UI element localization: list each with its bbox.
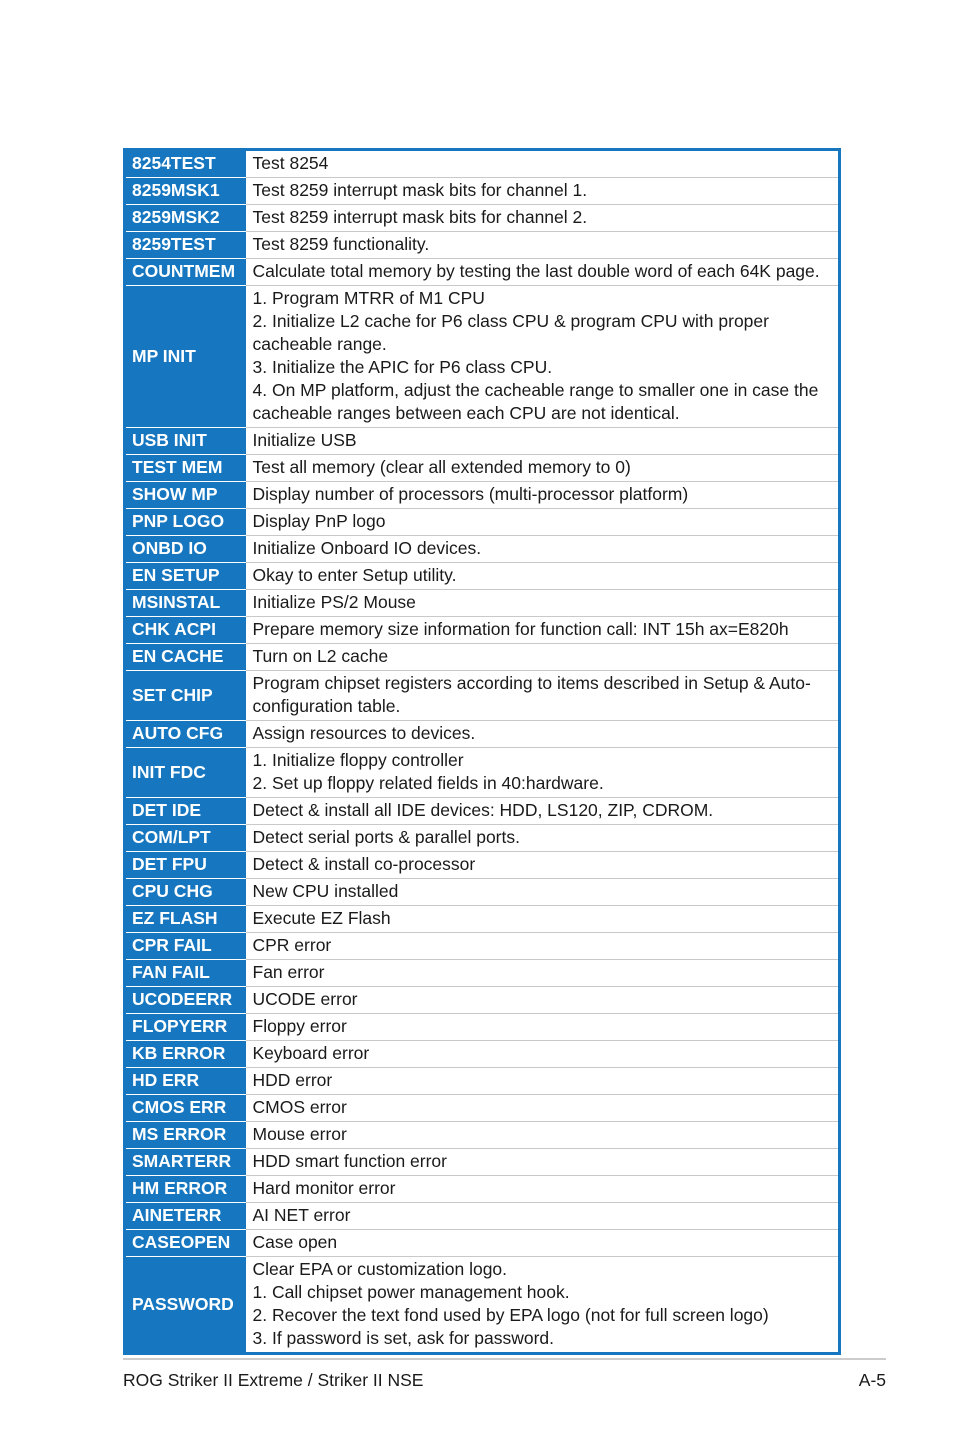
description-line: 3. Initialize the APIC for P6 class CPU. — [252, 357, 553, 377]
description-line: cacheable ranges between each CPU are not identical. — [252, 403, 680, 423]
post-code-cell: 8259MSK1 — [125, 178, 246, 205]
table-row — [125, 987, 840, 1014]
description-cell — [246, 1230, 840, 1257]
table-row — [125, 590, 840, 617]
table-row — [125, 721, 840, 748]
table-row — [125, 933, 840, 960]
description-line: Display PnP logo — [252, 511, 386, 531]
footer-divider — [123, 1358, 886, 1360]
footer-title: ROG Striker II Extreme / Striker II NSE — [123, 1370, 424, 1390]
post-code-cell: SMARTERR — [125, 1149, 246, 1176]
post-code-table — [123, 148, 841, 1355]
table-row — [125, 1014, 840, 1041]
description-cell — [246, 879, 840, 906]
footer-page-number: A-5 — [858, 1370, 886, 1390]
description-line: Execute EZ Flash — [252, 908, 391, 928]
table-row — [125, 428, 840, 455]
table-row — [125, 906, 840, 933]
description-line: Case open — [252, 1232, 338, 1252]
description-cell — [246, 178, 840, 205]
description-cell — [246, 259, 840, 286]
description-line: Floppy error — [252, 1016, 347, 1036]
description-cell — [246, 933, 840, 960]
description-line: Assign resources to devices. — [252, 723, 476, 743]
description-line: Okay to enter Setup utility. — [252, 565, 457, 585]
post-code-cell: FLOPYERR — [125, 1014, 246, 1041]
description-line: Mouse error — [252, 1124, 347, 1144]
description-cell — [246, 1149, 840, 1176]
table-row — [125, 286, 840, 428]
post-code-cell: SET CHIP — [125, 671, 246, 721]
post-code-cell: FAN FAIL — [125, 960, 246, 987]
table-row — [125, 178, 840, 205]
description-line: HDD smart function error — [252, 1151, 447, 1171]
post-code-cell: HM ERROR — [125, 1176, 246, 1203]
description-cell — [246, 960, 840, 987]
table-row — [125, 644, 840, 671]
description-line: Detect & install co-processor — [252, 854, 476, 874]
description-line: Calculate total memory by testing the last double word of each 64K page. — [252, 261, 820, 281]
post-code-cell: DET IDE — [125, 798, 246, 825]
post-code-cell: MSINSTAL — [125, 590, 246, 617]
table-row — [125, 455, 840, 482]
table-row — [125, 1041, 840, 1068]
description-line: 1. Call chipset power management hook. — [252, 1282, 570, 1302]
table-row — [125, 852, 840, 879]
description-line: Prepare memory size information for function call: INT 15h ax=E820h — [252, 619, 789, 639]
description-line: CPR error — [252, 935, 332, 955]
post-code-cell: 8259TEST — [125, 232, 246, 259]
table-row — [125, 150, 840, 178]
description-line: Test 8259 functionality. — [252, 234, 430, 254]
description-cell — [246, 1095, 840, 1122]
table-row — [125, 748, 840, 798]
description-cell — [246, 1041, 840, 1068]
table-row — [125, 825, 840, 852]
table-row — [125, 205, 840, 232]
post-code-cell: PNP LOGO — [125, 509, 246, 536]
description-cell — [246, 205, 840, 232]
description-cell — [246, 1203, 840, 1230]
table-row — [125, 1203, 840, 1230]
table-row — [125, 232, 840, 259]
table-row — [125, 960, 840, 987]
description-cell — [246, 852, 840, 879]
table-row — [125, 1176, 840, 1203]
post-code-cell: CASEOPEN — [125, 1230, 246, 1257]
description-cell — [246, 286, 840, 428]
description-line: 2. Initialize L2 cache for P6 class CPU & program CPU with proper — [252, 311, 769, 331]
description-cell — [246, 644, 840, 671]
post-code-cell: AUTO CFG — [125, 721, 246, 748]
post-code-cell: MP INIT — [125, 286, 246, 428]
table-row — [125, 617, 840, 644]
post-code-cell: COM/LPT — [125, 825, 246, 852]
description-cell — [246, 617, 840, 644]
description-cell — [246, 671, 840, 721]
post-code-cell: HD ERR — [125, 1068, 246, 1095]
post-code-cell: CMOS ERR — [125, 1095, 246, 1122]
description-line: 2. Recover the text fond used by EPA logo (not for full screen logo) — [252, 1305, 769, 1325]
description-cell — [246, 1176, 840, 1203]
description-line: AI NET error — [252, 1205, 351, 1225]
description-line: Fan error — [252, 962, 325, 982]
table-row — [125, 563, 840, 590]
table-row — [125, 509, 840, 536]
description-line: Test 8259 interrupt mask bits for channel 2. — [252, 207, 588, 227]
description-cell — [246, 748, 840, 798]
description-line: HDD error — [252, 1070, 333, 1090]
post-code-cell: SHOW MP — [125, 482, 246, 509]
description-line: 2. Set up floppy related fields in 40:hardware. — [252, 773, 604, 793]
post-code-cell: AINETERR — [125, 1203, 246, 1230]
description-line: Display number of processors (multi-processor platform) — [252, 484, 689, 504]
description-cell — [246, 987, 840, 1014]
table-row — [125, 879, 840, 906]
description-cell — [246, 1122, 840, 1149]
description-line: Initialize USB — [252, 430, 357, 450]
post-code-cell: EN SETUP — [125, 563, 246, 590]
post-code-cell: COUNTMEM — [125, 259, 246, 286]
description-line: Detect serial ports & parallel ports. — [252, 827, 520, 847]
description-line: 1. Initialize floppy controller — [252, 750, 464, 770]
description-line: Clear EPA or customization logo. — [252, 1259, 508, 1279]
description-cell — [246, 455, 840, 482]
description-cell — [246, 721, 840, 748]
description-line: Turn on L2 cache — [252, 646, 389, 666]
post-code-cell: KB ERROR — [125, 1041, 246, 1068]
description-line: UCODE error — [252, 989, 358, 1009]
description-cell — [246, 1068, 840, 1095]
table-row — [125, 259, 840, 286]
description-cell — [246, 536, 840, 563]
post-code-cell: CHK ACPI — [125, 617, 246, 644]
description-cell — [246, 825, 840, 852]
description-cell — [246, 906, 840, 933]
post-code-cell: CPR FAIL — [125, 933, 246, 960]
post-code-cell: EZ FLASH — [125, 906, 246, 933]
description-cell — [246, 563, 840, 590]
description-cell — [246, 509, 840, 536]
table-row — [125, 671, 840, 721]
description-cell — [246, 428, 840, 455]
description-line: 1. Program MTRR of M1 CPU — [252, 288, 485, 308]
post-code-cell: USB INIT — [125, 428, 246, 455]
description-cell — [246, 590, 840, 617]
table-row — [125, 536, 840, 563]
table-row — [125, 1122, 840, 1149]
post-code-cell: UCODEERR — [125, 987, 246, 1014]
post-code-cell: EN CACHE — [125, 644, 246, 671]
post-code-cell: 8259MSK2 — [125, 205, 246, 232]
description-cell — [246, 1014, 840, 1041]
post-code-cell: CPU CHG — [125, 879, 246, 906]
description-cell — [246, 150, 840, 178]
post-code-cell: ONBD IO — [125, 536, 246, 563]
post-code-cell: DET FPU — [125, 852, 246, 879]
description-cell — [246, 482, 840, 509]
post-code-cell: PASSWORD — [125, 1257, 246, 1354]
description-line: Keyboard error — [252, 1043, 370, 1063]
description-line: 3. If password is set, ask for password. — [252, 1328, 555, 1348]
table-row — [125, 1257, 840, 1354]
description-line: Test 8259 interrupt mask bits for channel 1. — [252, 180, 588, 200]
description-cell — [246, 798, 840, 825]
post-code-table-body — [125, 150, 840, 1354]
table-row — [125, 1149, 840, 1176]
description-line: Detect & install all IDE devices: HDD, LS120, ZIP, CDROM. — [252, 800, 714, 820]
table-row — [125, 1095, 840, 1122]
description-line: configuration table. — [252, 696, 401, 716]
description-line: Initialize Onboard IO devices. — [252, 538, 482, 558]
description-line: CMOS error — [252, 1097, 347, 1117]
post-code-cell: 8254TEST — [125, 150, 246, 178]
description-line: Test 8254 — [252, 153, 329, 173]
post-code-cell: MS ERROR — [125, 1122, 246, 1149]
description-line: Test all memory (clear all extended memory to 0) — [252, 457, 631, 477]
description-line: cacheable range. — [252, 334, 387, 354]
description-cell — [246, 232, 840, 259]
description-line: Initialize PS/2 Mouse — [252, 592, 416, 612]
table-row — [125, 1230, 840, 1257]
description-line: New CPU installed — [252, 881, 399, 901]
description-line: 4. On MP platform, adjust the cacheable range to smaller one in case the — [252, 380, 819, 400]
post-code-cell: INIT FDC — [125, 748, 246, 798]
description-line: Hard monitor error — [252, 1178, 396, 1198]
post-code-cell: TEST MEM — [125, 455, 246, 482]
table-row — [125, 798, 840, 825]
table-row — [125, 482, 840, 509]
description-cell — [246, 1257, 840, 1354]
table-row — [125, 1068, 840, 1095]
description-line: Program chipset registers according to items described in Setup & Auto- — [252, 673, 811, 693]
